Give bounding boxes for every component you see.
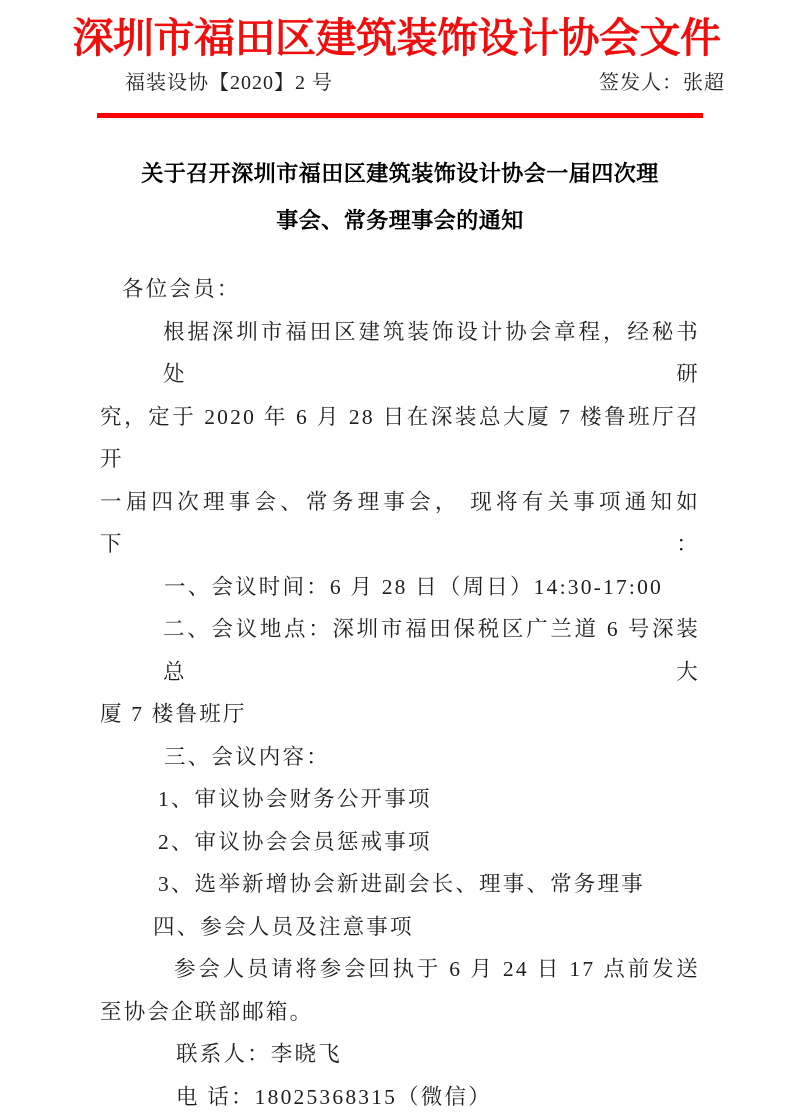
reference-row — [100, 69, 757, 97]
body-line: 至协会企联部邮箱。 — [100, 991, 700, 1034]
body-line-agenda-2: 2、审议协会会员惩戒事项 — [100, 821, 700, 864]
body-line-meeting-time: 一、会议时间：6 月 28 日（周日）14:30-17:00 — [100, 566, 700, 609]
body-line: 根据深圳市福田区建筑装饰设计协会章程，经秘书处研 — [100, 311, 700, 396]
document-page — [0, 13, 793, 959]
body-line-agenda-1: 1、审议协会财务公开事项 — [100, 778, 700, 821]
red-divider-rule — [97, 113, 703, 118]
notice-title-line2: 事会、常务理事会的通知 — [100, 197, 700, 244]
issuer-name: 签发人：张超 — [599, 69, 725, 97]
body-line-agenda-3: 3、选举新增协会新进副会长、理事、常务理事 — [100, 863, 700, 906]
body-line: 究，定于 2020 年 6 月 28 日在深装总大厦 7 楼鲁班厅召开 — [100, 396, 700, 481]
body-line-meeting-location: 二、会议地点：深圳市福田保税区广兰道 6 号深装总大 — [100, 608, 700, 693]
body-line-salutation: 各位会员： — [100, 268, 700, 311]
letterhead-org-title: 深圳市福田区建筑装饰设计协会文件 — [0, 13, 793, 63]
body-line-attendees: 四、参会人员及注意事项 — [100, 906, 700, 949]
body-line-contact-phone: 电 话：18025368315（微信） — [100, 1076, 700, 1118]
body-line-meeting-content: 三、会议内容： — [100, 736, 700, 779]
doc-number: 福装设协【2020】2 号 — [125, 69, 333, 97]
body-line: 一届四次理事会、常务理事会， 现将有关事项通知如下： — [100, 481, 700, 566]
body-line: 厦 7 楼鲁班厅 — [100, 693, 700, 736]
body-line-contact-person: 联系人：李晓飞 — [100, 1033, 700, 1076]
notice-title-line1: 关于召开深圳市福田区建筑装饰设计协会一届四次理 — [100, 150, 700, 197]
notice-body — [100, 268, 700, 1118]
notice-title — [100, 150, 700, 244]
body-line: 参会人员请将参会回执于 6 月 24 日 17 点前发送 — [100, 948, 700, 991]
